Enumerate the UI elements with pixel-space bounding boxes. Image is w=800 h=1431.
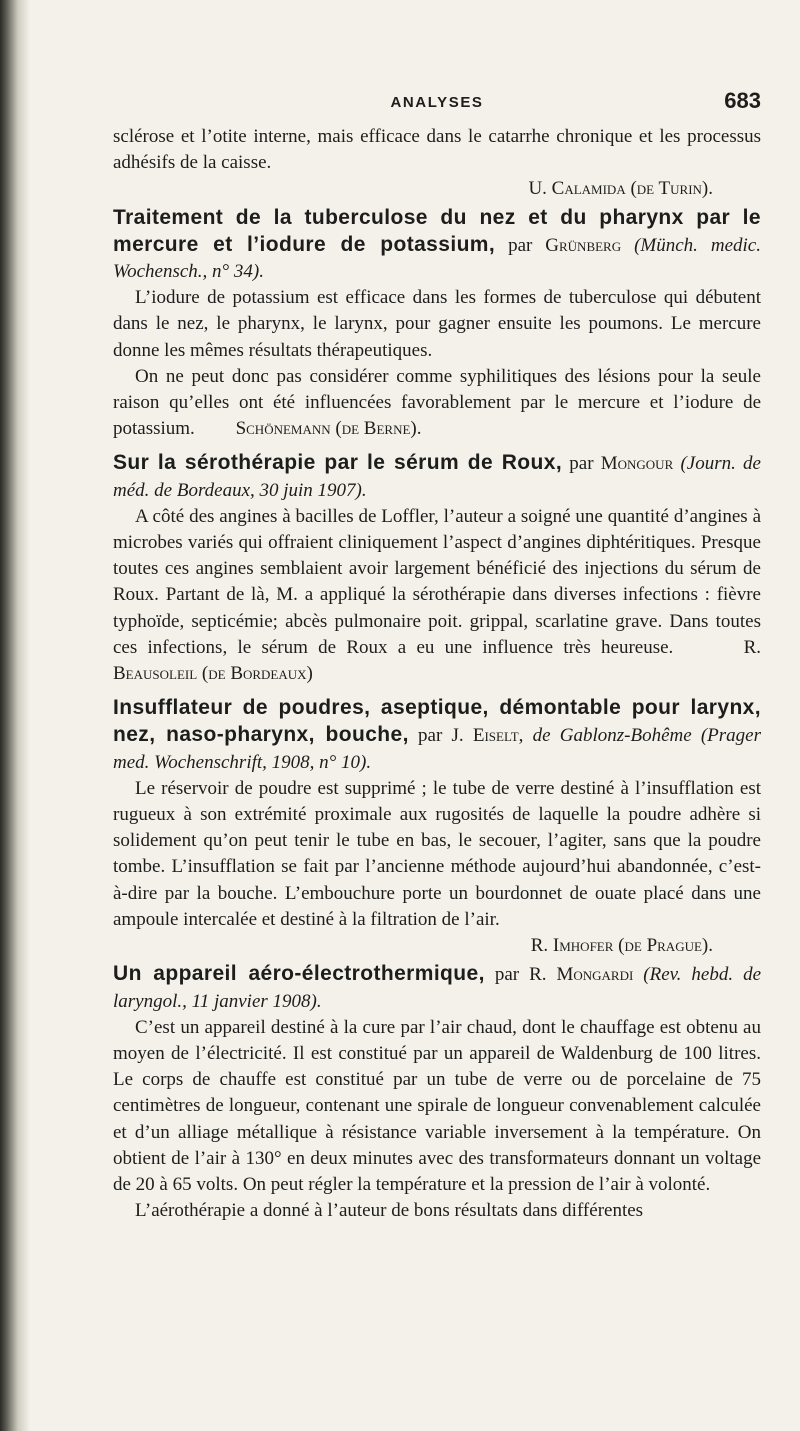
entry-author: Grünberg (545, 234, 622, 256)
entry-signature: R. Imhofer (de Prague). (530, 935, 713, 957)
entry-paragraph: C’est un appareil destiné à la cure par l’air chaud, dont le chauffage est obtenu au moyen de l’électricité. Il est constitué par un appareil de Waldenburg de 100 litres. Le corps de chauffe est constitué par un tube de verre ou de porcelaine de 75 centimètres de longueur, contenant une spirale de longueur convenablement calculée et d’un alliage métallique à résistance variable inversement à la température. On obtient de l’air à 130° en deux minutes avec des transformateurs donnant un voltage de 20 à 65 volts. On peut régler la température et la pression de l’air à volonté. (113, 1016, 761, 1195)
page-header (113, 88, 761, 124)
entry-tuberculose (113, 205, 761, 443)
entry-title: Insufflateur de poudres, aseptique, démontable pour larynx, nez, naso-pharynx, bouche, (113, 696, 761, 747)
entry-author: J. Eiselt, (451, 725, 524, 747)
entry-insufflateur (113, 695, 761, 959)
entry-paragraph: L’aérothérapie a donné à l’auteur de bons résultats dans différentes (135, 1200, 644, 1222)
entry-paragraph: Le réservoir de poudre est supprimé ; le tube de verre destiné à l’insufflation est rugueux à son extrémité proximale aux rugosités de laquelle la poudre adhère si solidement qu’on peut tenir le tube en bas, le secouer, l’agiter, sans que la poudre tombe. L’insufflation se fait par l’ancienne méthode aujourd’hui abandonnée, c’est-à-dire par la bouche. L’embouchure porte un bourdonnet de ouate placé dans une ampoule intercalée et destiné à la filtration de l’air. (113, 777, 761, 930)
entry-paragraph (113, 504, 761, 687)
entry-title: Sur la sérothérapie par le sérum de Roux, (113, 451, 563, 475)
running-title: ANALYSES (390, 94, 484, 111)
entry-heading (113, 695, 761, 776)
entry-author: Mongour (600, 453, 674, 475)
byline-prefix: par (508, 234, 533, 256)
entry-heading (113, 205, 761, 286)
entry-heading (113, 961, 761, 1014)
continued-paragraph: sclérose et l’otite interne, mais efficace dans le catarrhe chronique et les processus adhésifs de la caisse. (113, 126, 761, 174)
entry-title: Un appareil aéro-électrothermique, (113, 962, 485, 986)
page-number: 683 (724, 88, 761, 113)
entry-source: (Münch. medic. Wochensch., n° 34). (113, 234, 761, 283)
book-spine-shadow (0, 0, 30, 1431)
entry-signature: Schönemann (de Berne). (235, 418, 422, 440)
fragment-signature (113, 176, 761, 202)
entry-author: R. Mongardi (529, 964, 634, 986)
byline-prefix: par (418, 725, 443, 747)
entry-paragraph-text: A côté des angines à bacilles de Loffler, l’auteur a soigné une quantité d’angines à microbes variés qui offraient cliniquement l’aspect d’angines diphtéritiques. Presque toutes ces angines semblaient avoir largement bénéficié des injections du sérum de Roux. Partant de là, M. a appliqué la sérothérapie dans diverses infections : fièvre typhoïde, septicémie; abcès pulmonaire poit. grippal, scarlatine grave. Dans toutes ces infections, le sérum de Roux a eu une influence très heureuse. (113, 505, 761, 658)
entry-paragraph (113, 364, 761, 443)
signature-text: U. Calamida (de Turin). (528, 178, 713, 200)
entry-signature-line (113, 933, 761, 959)
entry-signature: R. Beausoleil (de Bordeaux) (113, 636, 761, 685)
byline-prefix: par (569, 453, 594, 475)
entry-source: (Rev. hebd. de laryngol., 11 janvier 1908). (113, 964, 762, 1012)
entry-heading (113, 450, 761, 503)
entry-paragraph-text: On ne peut donc pas considérer comme syphilitiques des lésions pour la seule raison qu’elles ont été influencées favorablement par le mercure et l’iodure de potassium. (113, 365, 761, 440)
entry-source: (Journ. de méd. de Bordeaux, 30 juin 1907). (113, 453, 761, 501)
entry-appareil (113, 961, 761, 1224)
byline-prefix: par (494, 964, 520, 986)
entry-paragraph: L’iodure de potassium est efficace dans les formes de tuberculose qui débutent dans le nez, le pharynx, le larynx, pour gagner ensuite les poumons. Le mercure donne les mêmes résultats thérapeutiques. (113, 287, 761, 361)
entry-source: de Gablonz-Bohême (Prager med. Wochenschrift, 1908, n° 10). (113, 725, 762, 773)
page (113, 88, 761, 1224)
entry-title: Traitement de la tuberculose du nez et du pharynx par le mercure et l’iodure de potassium, (113, 205, 761, 256)
entry-serotherapie (113, 450, 761, 687)
